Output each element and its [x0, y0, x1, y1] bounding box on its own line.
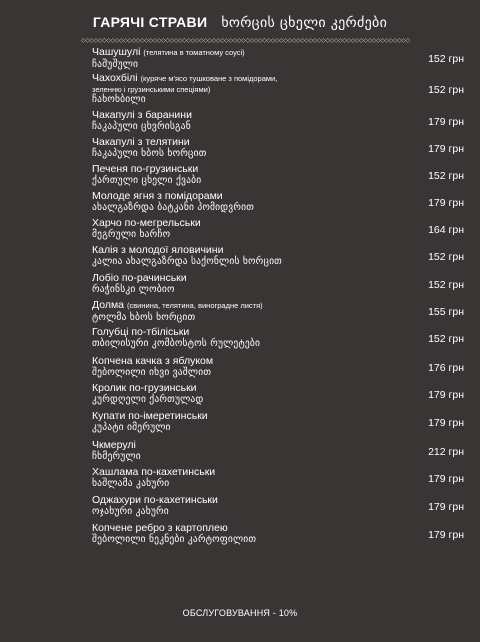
dish-name-georgian: შებოლილი ნეკნები კარტოფილით	[92, 534, 257, 545]
title-ukrainian: ГАРЯЧІ СТРАВИ	[92, 14, 208, 30]
dish-name: Печеня по-грузинськи	[92, 163, 199, 175]
dish-name: Голубці по-тбіліськи	[92, 326, 190, 338]
dish-name: Купати по-імеретинськи	[92, 410, 208, 422]
menu-item	[92, 522, 464, 548]
menu-item	[92, 272, 464, 298]
menu-item	[92, 136, 464, 162]
dish-name-georgian: ჩაკაპული ცხვრისგან	[92, 121, 191, 132]
dish-price: 179 грн	[428, 143, 464, 155]
page-title	[0, 14, 480, 31]
dish-name	[92, 299, 464, 312]
dish-name-georgian: ტოლმა ხბოს ხორცით	[92, 312, 196, 323]
dish-price: 164 грн	[428, 224, 464, 236]
dish-name-georgian: ქართული ცხელი ქვაბი	[92, 175, 202, 186]
dish-note: (свинина, телятина, виноградне листя)	[126, 301, 263, 310]
dish-name	[92, 46, 464, 59]
menu-item	[92, 410, 464, 436]
dish-price: 176 грн	[428, 362, 464, 374]
dish-name: Лобіо по-рачинськи	[92, 272, 187, 284]
dish-name-text: Чахохбілі	[92, 72, 138, 84]
dish-price: 179 грн	[428, 417, 464, 429]
dish-name-georgian: კალია ახალგაზრდა საქონლის ხორცით	[92, 256, 282, 267]
service-charge-note: ОБСЛУГОВУВАННЯ - 10%	[182, 608, 298, 618]
dish-name-text: Долма	[92, 299, 125, 311]
menu-item	[92, 163, 464, 189]
dish-name-georgian: კურდღელი ქართულად	[92, 394, 204, 405]
dish-name-georgian: ჩახოხბილი	[92, 94, 146, 105]
menu-item	[92, 299, 464, 325]
dish-name: Чакапулі з телятини	[92, 136, 190, 148]
dish-name: Чакапулі з баранини	[92, 109, 192, 121]
menu-item	[92, 439, 464, 465]
dish-name-georgian: კუპატი იმერული	[92, 422, 171, 433]
menu-item	[92, 72, 464, 108]
dish-name: Оджахури по-кахетинськи	[92, 494, 218, 506]
dish-name-georgian: ხაშლამა კახური	[92, 478, 170, 489]
dish-name-georgian: შებოლილი იხვი ვაშლით	[92, 367, 212, 378]
dish-name-text: Чашушулі	[92, 46, 141, 58]
menu-item	[92, 109, 464, 135]
dish-name: Кролик по-грузинськи	[92, 382, 197, 394]
menu-item	[92, 382, 464, 408]
dish-name-georgian: ჩაშუშული	[92, 59, 139, 70]
dish-price: 179 грн	[428, 501, 464, 513]
dish-name: Молоде ягня з помідорами	[92, 190, 223, 202]
menu-item	[92, 326, 464, 352]
dish-price: 152 грн	[428, 53, 464, 65]
menu-item	[92, 355, 464, 381]
menu-item	[92, 494, 464, 520]
dish-price: 179 грн	[428, 529, 464, 541]
title-georgian: ხორცის ცხელი კერძები	[221, 15, 388, 31]
dish-price: 179 грн	[428, 116, 464, 128]
dish-price: 152 грн	[428, 251, 464, 263]
dish-note: (телятина в томатному соусі)	[143, 48, 245, 57]
dish-name: Харчо по-мегрельськи	[92, 217, 201, 229]
dish-price: 152 грн	[428, 279, 464, 291]
dish-name-georgian: ჩხმერული	[92, 451, 141, 462]
dish-name: Калія з молодої яловичини	[92, 244, 224, 256]
dish-price: 152 грн	[428, 170, 464, 182]
dish-price: 152 грн	[428, 84, 464, 96]
dish-name-georgian: ახალგაზრდა ბატკანი პომიდვრით	[92, 202, 255, 213]
dish-price: 155 грн	[428, 306, 464, 318]
decorative-divider: ◇◇◇◇◇◇◇◇◇◇◇◇◇◇◇◇◇◇◇◇◇◇◇◇◇◇◇◇◇◇◇◇◇◇◇◇◇◇◇◇◇◇◇◇◇◇◇◇◇◇◇◇◇◇◇◇◇◇◇◇◇◇◇◇◇◇◇◇◇◇◇◇◇◇◇◇◇◇	[81, 38, 410, 44]
dish-price: 179 грн	[428, 197, 464, 209]
menu-item	[92, 190, 464, 216]
dish-price: 212 грн	[428, 446, 464, 458]
dish-name: Копчена качка з яблуком	[92, 355, 214, 367]
menu-item	[92, 217, 464, 243]
dish-note-continued: зеленню і грузинськими спеціями)	[92, 85, 211, 94]
dish-name-georgian: თბილისური კომბოსტოს რულეტები	[92, 338, 261, 349]
dish-name: Хашлама по-кахетинськи	[92, 466, 216, 478]
dish-name-georgian: მეგრული ხარჩო	[92, 229, 171, 240]
dish-note: (куряче м'ясо тушковане з помідорами,	[140, 74, 278, 83]
dish-name	[92, 72, 464, 85]
dish-name-georgian: ოჯახური კახური	[92, 506, 169, 517]
menu-item	[92, 46, 464, 72]
menu-item	[92, 466, 464, 492]
menu-item	[92, 244, 464, 270]
dish-price: 179 грн	[428, 389, 464, 401]
dish-price: 179 грн	[428, 473, 464, 485]
dish-name: Копчене ребро з картоплею	[92, 522, 228, 534]
dish-price: 152 грн	[428, 333, 464, 345]
dish-name-georgian: რაჭინსკი ლობიო	[92, 284, 175, 295]
dish-name-georgian: ჩაკაპული ხბოს ხორცით	[92, 148, 207, 159]
dish-name: Чкмерулі	[92, 439, 136, 451]
